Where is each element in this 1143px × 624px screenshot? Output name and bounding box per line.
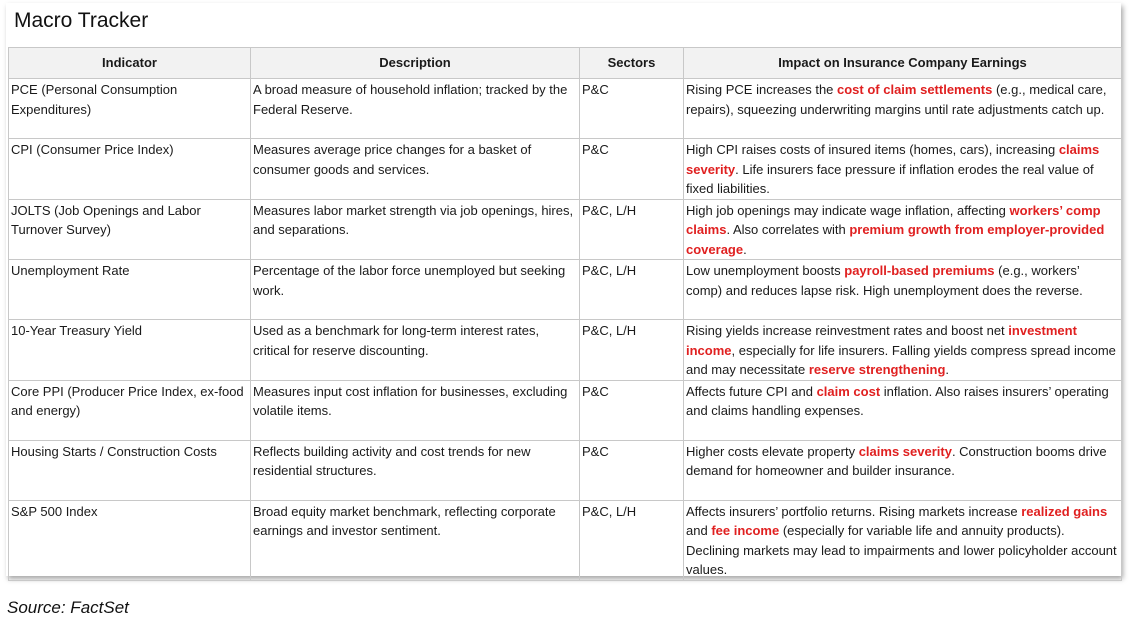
cell-description: Reflects building activity and cost trends for new residential structures. [251,440,580,500]
impact-highlight: realized gains [1021,503,1108,519]
impact-text: High job openings may indicate wage inflation, affecting [686,202,1010,218]
impact-text: Affects future CPI and [686,383,817,399]
cell-sectors: P&C, L/H [580,260,684,320]
table-row [9,79,1122,139]
impact-highlight: claim cost [816,383,881,399]
cell-sectors: P&C [580,440,684,500]
cell-sectors: P&C [580,380,684,440]
cell-impact [684,380,1122,440]
impact-highlight: investment income [686,323,1077,358]
cell-sectors: P&C [580,79,684,139]
impact-text: Rising PCE increases the [686,82,838,97]
cell-sectors: P&C [580,139,684,200]
cell-impact [684,320,1122,381]
cell-indicator: PCE (Personal Consumption Expenditures) [9,79,251,139]
impact-text: Rising yields increase reinvestment rates and boost net [686,323,1009,338]
cell-indicator: JOLTS (Job Openings and Labor Turnover Survey) [9,199,251,260]
impact-text: Affects insurers’ portfolio returns. Rising markets increase [686,503,1022,519]
table-row [9,380,1122,440]
impact-text: (especially for variable life and annuity products). Declining markets may lead to impairments and lower policyholder account values. [686,523,1117,577]
cell-description: Percentage of the labor force unemployed but seeking work. [251,260,580,320]
impact-highlight: claims severity [858,443,952,459]
impact-highlight: fee income [711,523,780,538]
table-row [9,199,1122,260]
impact-highlight: payroll-based premiums [844,263,995,278]
table-row [9,440,1122,500]
table-header-row [9,48,1122,79]
cell-sectors: P&C, L/H [580,199,684,260]
page-title: Macro Tracker [14,9,149,32]
column-header-description: Description [251,48,580,79]
cell-indicator: 10-Year Treasury Yield [9,320,251,381]
impact-highlight: premium growth from employer-provided coverage [686,222,1105,257]
cell-indicator: Unemployment Rate [9,260,251,320]
cell-impact [684,260,1122,320]
cell-sectors: P&C, L/H [580,320,684,381]
cell-description: Measures labor market strength via job openings, hires, and separations. [251,199,580,260]
table-row [9,139,1122,200]
impact-highlight: workers’ comp claims [686,202,1101,237]
column-header-impact: Impact on Insurance Company Earnings [684,48,1122,79]
table-body [9,79,1122,581]
impact-text: , especially for life insurers. Falling yields compress spread income and may necessitate [686,342,1116,377]
cell-description: Measures average price changes for a basket of consumer goods and services. [251,139,580,200]
cell-description: Used as a benchmark for long-term interest rates, critical for reserve discounting. [251,320,580,381]
impact-text: . [945,362,950,377]
cell-indicator: S&P 500 Index [9,500,251,580]
cell-impact [684,79,1122,139]
cell-description: Measures input cost inflation for businesses, excluding volatile items. [251,380,580,440]
cell-indicator: Core PPI (Producer Price Index, ex-food and energy) [9,380,251,440]
cell-impact [684,440,1122,500]
impact-text: (e.g., medical care, repairs), squeezing underwriting margins until rate adjustments catch up. [686,82,1107,117]
cell-indicator: CPI (Consumer Price Index) [9,139,251,200]
cell-sectors: P&C, L/H [580,500,684,580]
cell-impact [684,199,1122,260]
column-header-sectors: Sectors [580,48,684,79]
macro-tracker-sheet [6,3,1121,576]
impact-text: . Life insurers face pressure if inflation erodes the real value of fixed liabilities. [686,161,1094,196]
table-row [9,500,1122,580]
impact-text: . Also correlates with [726,222,850,237]
cell-description: A broad measure of household inflation; tracked by the Federal Reserve. [251,79,580,139]
impact-text: (e.g., workers’ comp) and reduces lapse risk. High unemployment does the reverse. [686,263,1083,298]
impact-text: Low unemployment boosts [686,263,845,278]
source-note: Source: FactSet [7,598,129,617]
impact-text: inflation. Also raises insurers’ operating and claims handling expenses. [686,383,1109,418]
cell-impact [684,139,1122,200]
column-header-indicator: Indicator [9,48,251,79]
impact-text: Higher costs elevate property [686,443,859,459]
impact-text: . [743,241,747,257]
macro-tracker-table [8,47,1122,581]
impact-text: and [686,523,712,538]
table-row [9,320,1122,381]
impact-highlight: claims severity [686,142,1100,177]
impact-highlight: reserve strengthening [808,362,946,377]
impact-text: . Construction booms drive demand for homeowner and builder insurance. [686,443,1107,478]
table-row [9,260,1122,320]
cell-impact [684,500,1122,580]
impact-text: High CPI raises costs of insured items (homes, cars), increasing [686,142,1059,157]
cell-indicator: Housing Starts / Construction Costs [9,440,251,500]
cell-description: Broad equity market benchmark, reflecting corporate earnings and investor sentiment. [251,500,580,580]
impact-highlight: cost of claim settlements [837,82,993,97]
